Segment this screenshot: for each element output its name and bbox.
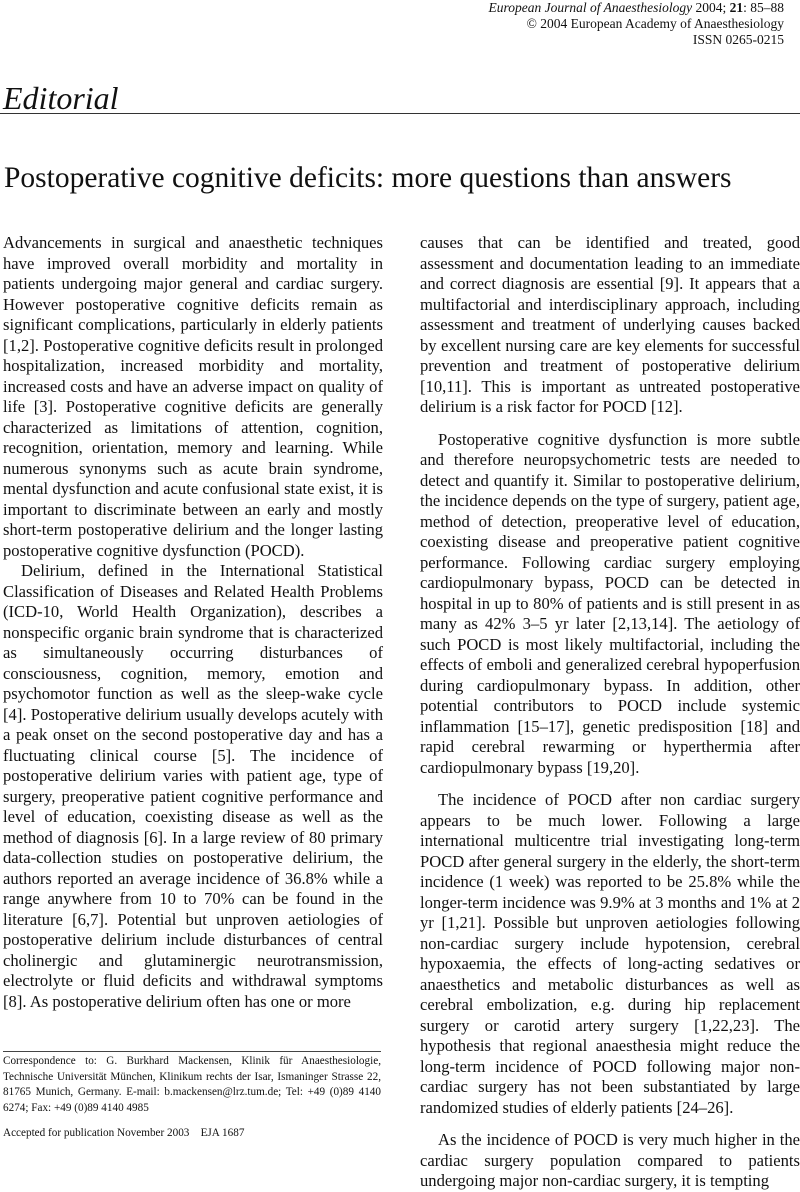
body-paragraph: Delirium, defined in the International Statistical Classification of Diseases and Related Health Problems (ICD-10, World Health Organization), describes a nonspecific organic brain syndrome that is characterized as simultaneously occurring disturbances of consciousness, cognition, memory, emotion and psychomotor function as well as the sleep-wake cycle [4]. Postoperative delirium usually develops acutely with a peak onset on the second postoperative day and has a fluctuating clinical course [5]. The incidence of postoperative delirium varies with patient age, type of surgery, preoperative patient cognitive performance and level of education, coexisting disease as well as the method of diagnosis [6]. In a large review of 80 primary data-collection studies on postoperative delirium, the authors reported an average incidence of 36.8% while a range anywhere from 10 to 70% can be found in the literature [6,7]. Potential but unproven aetiologies of postoperative delirium include disturbances of central cholinergic and glutaminergic neurotransmission, electrolyte or fluid deficits and withdrawal symptoms [8]. As postoperative delirium often has one or more (3, 561, 383, 1011)
left-column (3, 233, 383, 1012)
journal-citation-line (488, 0, 784, 16)
section-label: Editorial (3, 80, 119, 116)
journal-year: 2004; (695, 0, 730, 15)
body-paragraph: causes that can be identified and treated, good assessment and documentation leading to an immediate and correct diagnosis are essential [9]. It appears that a multifactorial and interdisciplinary approach, including assessment and treatment of underlying causes backed by excellent nursing care are key elements for successful prevention and treatment of postoperative delirium [10,11]. This is important as untreated postoperative delirium is a risk factor for POCD [12]. (420, 233, 800, 416)
issn-line: ISSN 0265-0215 (692, 32, 784, 47)
copyright-line: © 2004 European Academy of Anaesthesiology (526, 16, 784, 31)
journal-volume: 21 (729, 0, 744, 15)
body-paragraph: Advancements in surgical and anaesthetic techniques have improved overall morbidity and mortality in patients undergoing major general and cardiac surgery. However postoperative cognitive deficits remain as significant complications, particularly in elderly patients [1,2]. Postoperative cognitive deficits result in prolonged hospitalization, increased morbidity and mortality, increased costs and have an adverse impact on quality of life [3]. Postoperative cognitive deficits are generally characterized as limitations of attention, cognition, recognition, orientation, memory and learning. While numerous synonyms such as acute brain syndrome, mental dysfunction and acute confusional state exist, it is important to discriminate between an early and mostly short-term postoperative delirium and the longer lasting postoperative cognitive dysfunction (POCD). (3, 233, 383, 560)
footnote-divider (3, 1051, 381, 1052)
body-paragraph: The incidence of POCD after non cardiac surgery appears to be much lower. Following a large international multicentre trial investigating long-term POCD after general surgery in the elderly, the short-term incidence (1 week) was reported to be 25.8% while the longer-term incidence was 9.9% at 3 months and 1% at 2 yr [1,21]. Possible but unproven aetiologies following non-cardiac surgery include hypotension, cerebral hypoxaemia, the effects of long-acting sedatives or anaesthetics and metabolic disturbances as well as cerebral embolization, e.g. during hip replacement surgery or carotid artery surgery [1,22,23]. The hypothesis that regional anaesthesia might reduce the long-term incidence of POCD following major non-cardiac surgery has not been substantiated by large randomized studies of elderly patients [24–26]. (420, 790, 800, 1117)
right-column (420, 233, 800, 1192)
body-paragraph: Postoperative cognitive dysfunction is more subtle and therefore neuropsychometric tests are needed to detect and quantify it. Similar to postoperative delirium, the incidence depends on the type of surgery, patient age, method of detection, preoperative level of education, coexisting disease and preoperative patient cognitive performance. Following cardiac surgery employing cardiopulmonary bypass, POCD can be detected in hospital in up to 80% of patients and is still present in as many as 42% 3–5 yr later [2,13,14]. The aetiology of such POCD is most likely multifactorial, including the effects of emboli and generalized cerebral hypoperfusion during cardiopulmonary bypass. In addition, other potential contributors to POCD include systemic inflammation [15–17], genetic predisposition [18] and rapid cerebral rewarming or hyperthermia after cardiopulmonary bypass [19,20]. (420, 429, 800, 777)
correspondence-footnote: Correspondence to: G. Burkhard Mackensen, Klinik für Anaesthesiologie, Technische Universität München, Klinikum rechts der Isar, Ismaninger Strasse 22, 81765 Munich, Germany. E-mail: b.mackensen@lrz.tum.de; Tel: +49 (0)89 4140 6274; Fax: +49 (0)89 4140 4985 (3, 1055, 381, 1114)
accepted-line (3, 1126, 381, 1140)
body-paragraph: As the incidence of POCD is very much higher in the cardiac surgery population compared to patients undergoing major non-cardiac surgery, it is tempting (420, 1130, 800, 1190)
article-title: Postoperative cognitive deficits: more questions than answers (4, 162, 732, 194)
eja-code: EJA 1687 (200, 1127, 245, 1139)
accepted-date: Accepted for publication November 2003 (3, 1127, 190, 1139)
journal-header (488, 0, 784, 48)
journal-pages: : 85–88 (743, 0, 784, 15)
section-divider (0, 113, 800, 114)
journal-name: European Journal of Anaesthesiology (488, 0, 693, 15)
